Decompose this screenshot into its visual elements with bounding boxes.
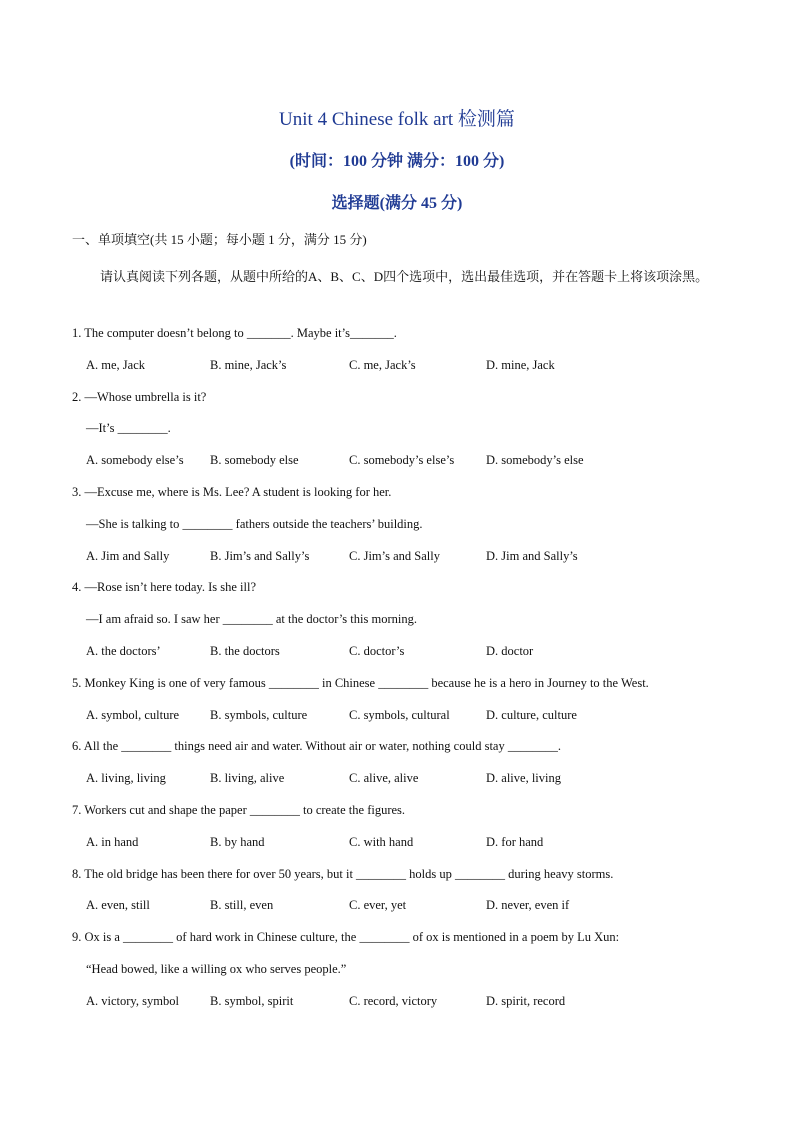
question-3: 3. —Excuse me, where is Ms. Lee? A student is looking for her. (72, 485, 392, 499)
question-7: 7. Workers cut and shape the paper ________ to create the figures. (72, 803, 406, 817)
option-a[interactable]: A. Jim and Sally (86, 549, 170, 563)
question-2: 2. —Whose umbrella is it? (72, 390, 207, 404)
option-d[interactable]: D. alive, living (486, 771, 561, 785)
option-b[interactable]: B. symbol, spirit (210, 994, 294, 1008)
question-1: 1. The computer doesn’t belong to _______. Maybe it’s_______. (72, 326, 397, 340)
part-heading: 一、单项填空(共 15 小题；每小题 1 分，满分 15 分) (72, 232, 367, 247)
question-6: 6. All the ________ things need air and water. Without air or water, nothing could stay ________. (72, 739, 561, 753)
question-9-line: “Head bowed, like a willing ox who serves people.” (86, 962, 347, 976)
option-a[interactable]: A. living, living (86, 771, 166, 785)
question-9: 9. Ox is a ________ of hard work in Chinese culture, the ________ of ox is mentioned in a poem by Lu Xun: (72, 930, 620, 944)
option-a[interactable]: A. symbol, culture (86, 708, 180, 722)
option-b[interactable]: B. by hand (210, 835, 265, 849)
option-c[interactable]: C. somebody’s else’s (349, 453, 455, 467)
option-a[interactable]: A. victory, symbol (86, 994, 179, 1008)
option-b[interactable]: B. somebody else (210, 453, 299, 467)
option-a[interactable]: A. somebody else’s (86, 453, 184, 467)
option-a[interactable]: A. in hand (86, 835, 139, 849)
option-b[interactable]: B. Jim’s and Sally’s (210, 549, 310, 563)
option-d[interactable]: D. culture, culture (486, 708, 577, 722)
question-2-line: —It’s ________. (86, 421, 171, 435)
option-b[interactable]: B. symbols, culture (210, 708, 308, 722)
option-c[interactable]: C. me, Jack’s (349, 358, 416, 372)
option-a[interactable]: A. even, still (86, 898, 150, 912)
section-heading: 选择题(满分 45 分) (331, 195, 463, 212)
option-c[interactable]: C. record, victory (349, 994, 438, 1008)
option-b[interactable]: B. the doctors (210, 644, 280, 658)
time-score-info: (时间：100 分钟 满分：100 分) (289, 153, 505, 170)
option-d[interactable]: D. spirit, record (486, 994, 566, 1008)
question-4-line: —I am afraid so. I saw her ________ at the doctor’s this morning. (86, 612, 417, 626)
option-a[interactable]: A. the doctors’ (86, 644, 161, 658)
question-5: 5. Monkey King is one of very famous ________ in Chinese ________ because he is a hero in Journey to the West. (72, 676, 649, 690)
option-b[interactable]: B. mine, Jack’s (210, 358, 287, 372)
option-d[interactable]: D. never, even if (486, 898, 570, 912)
question-8: 8. The old bridge has been there for over 50 years, but it ________ holds up ________ during heavy storms. (72, 867, 614, 881)
option-c[interactable]: C. alive, alive (349, 771, 419, 785)
instruction-text: 请认真阅读下列各题，从题中所给的A、B、C、D四个选项中，选出最佳选项，并在答题卡上将该项涂黑。 (100, 269, 709, 284)
option-c[interactable]: C. symbols, cultural (349, 708, 450, 722)
option-b[interactable]: B. living, alive (210, 771, 285, 785)
option-a[interactable]: A. me, Jack (86, 358, 146, 372)
option-d[interactable]: D. doctor (486, 644, 534, 658)
option-b[interactable]: B. still, even (210, 898, 274, 912)
option-c[interactable]: C. ever, yet (349, 898, 407, 912)
option-d[interactable]: D. mine, Jack (486, 358, 555, 372)
option-d[interactable]: D. somebody’s else (486, 453, 584, 467)
option-d[interactable]: D. Jim and Sally’s (486, 549, 578, 563)
question-3-line: —She is talking to ________ fathers outside the teachers’ building. (86, 517, 423, 531)
option-c[interactable]: C. with hand (349, 835, 414, 849)
option-d[interactable]: D. for hand (486, 835, 544, 849)
option-c[interactable]: C. doctor’s (349, 644, 405, 658)
question-4: 4. —Rose isn’t here today. Is she ill? (72, 580, 256, 594)
document-title: Unit 4 Chinese folk art 检测篇 (279, 109, 515, 130)
option-c[interactable]: C. Jim’s and Sally (349, 549, 440, 563)
